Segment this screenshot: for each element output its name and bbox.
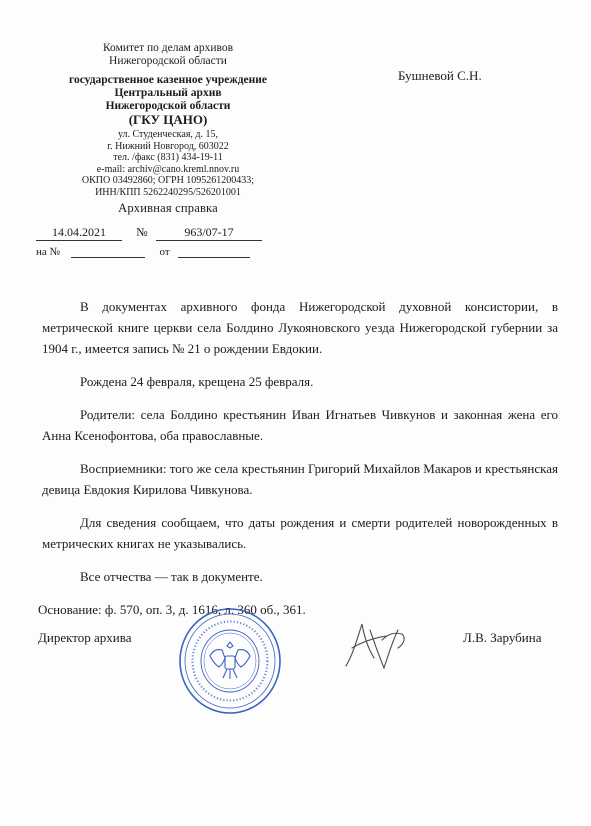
email-address: e-mail: archiv@cano.kreml.nnov.ru — [96, 163, 240, 175]
body-paragraph-note: Для сведения сообщаем, что даты рождения и смерти родителей новорожденных в метрических книгах не указывались. — [42, 515, 558, 551]
document-body — [38, 296, 558, 620]
signatory-title: Директор архива — [38, 630, 132, 645]
registration-row — [36, 225, 262, 241]
body-paragraph-patronymics: Все отчества — так в документе. — [80, 569, 263, 584]
registration-number-label: № — [136, 225, 148, 239]
address-line-1: ул. Студенческая, д. 15, — [117, 129, 219, 140]
reference-number-label: на № — [36, 246, 61, 258]
handwritten-signature — [340, 618, 412, 674]
okpo-ogrn-codes: ОКПО 03492860; ОГРН 1095261200433; — [81, 175, 255, 186]
reference-row — [36, 245, 250, 258]
org-name-line-3: Нижегородской области — [105, 100, 231, 112]
org-name-line-1: государственное казенное учреждение — [69, 74, 267, 86]
registration-number: 963/07-17 — [156, 225, 262, 241]
address-line-2: г. Нижний Новгород, 603022 — [107, 140, 229, 152]
committee-name-line-2: Нижегородской области — [109, 55, 227, 67]
addressee: Бушневой С.Н. — [398, 68, 482, 83]
inn-kpp-codes: ИНН/КПП 5262240295/526201001 — [95, 186, 241, 198]
reference-number-blank — [71, 245, 145, 258]
body-paragraph-birth: Рождена 24 февраля, крещена 25 февраля. — [80, 374, 314, 389]
letterhead — [28, 42, 308, 215]
phone-fax: тел. /факс (831) 434-19-11 — [113, 152, 223, 163]
document-type: Архивная справка — [118, 201, 218, 215]
body-paragraph-parents: Родители: села Болдино крестьянин Иван Игнатьев Чивкунов и законная жена его Анна Ксенофонтова, оба православные. — [42, 407, 558, 443]
body-basis: Основание: ф. 570, оп. 3, д. 1616, л. 360 об., 361. — [38, 602, 306, 617]
reference-date-label: от — [159, 246, 170, 258]
org-abbreviation: (ГКУ ЦАНО) — [128, 112, 208, 127]
body-paragraph-record: В документах архивного фонда Нижегородской духовной консистории, в метрической книге церкви села Болдино Лукояновского уезда Нижегородской губернии за 1904 г., имеется запись № 21 о рождении Евдокии. — [42, 299, 558, 356]
committee-name-line-1: Комитет по делам архивов — [102, 42, 234, 54]
signatory-name: Л.В. Зарубина — [463, 630, 542, 645]
official-seal — [177, 606, 283, 716]
registration-date: 14.04.2021 — [36, 225, 122, 241]
reference-date-blank — [178, 245, 250, 258]
org-name-line-2: Центральный архив — [114, 87, 222, 99]
body-paragraph-godparents: Восприемники: того же села крестьянин Григорий Михайлов Макаров и крестьянская девица Евдокия Кирилова Чивкунова. — [42, 461, 558, 497]
